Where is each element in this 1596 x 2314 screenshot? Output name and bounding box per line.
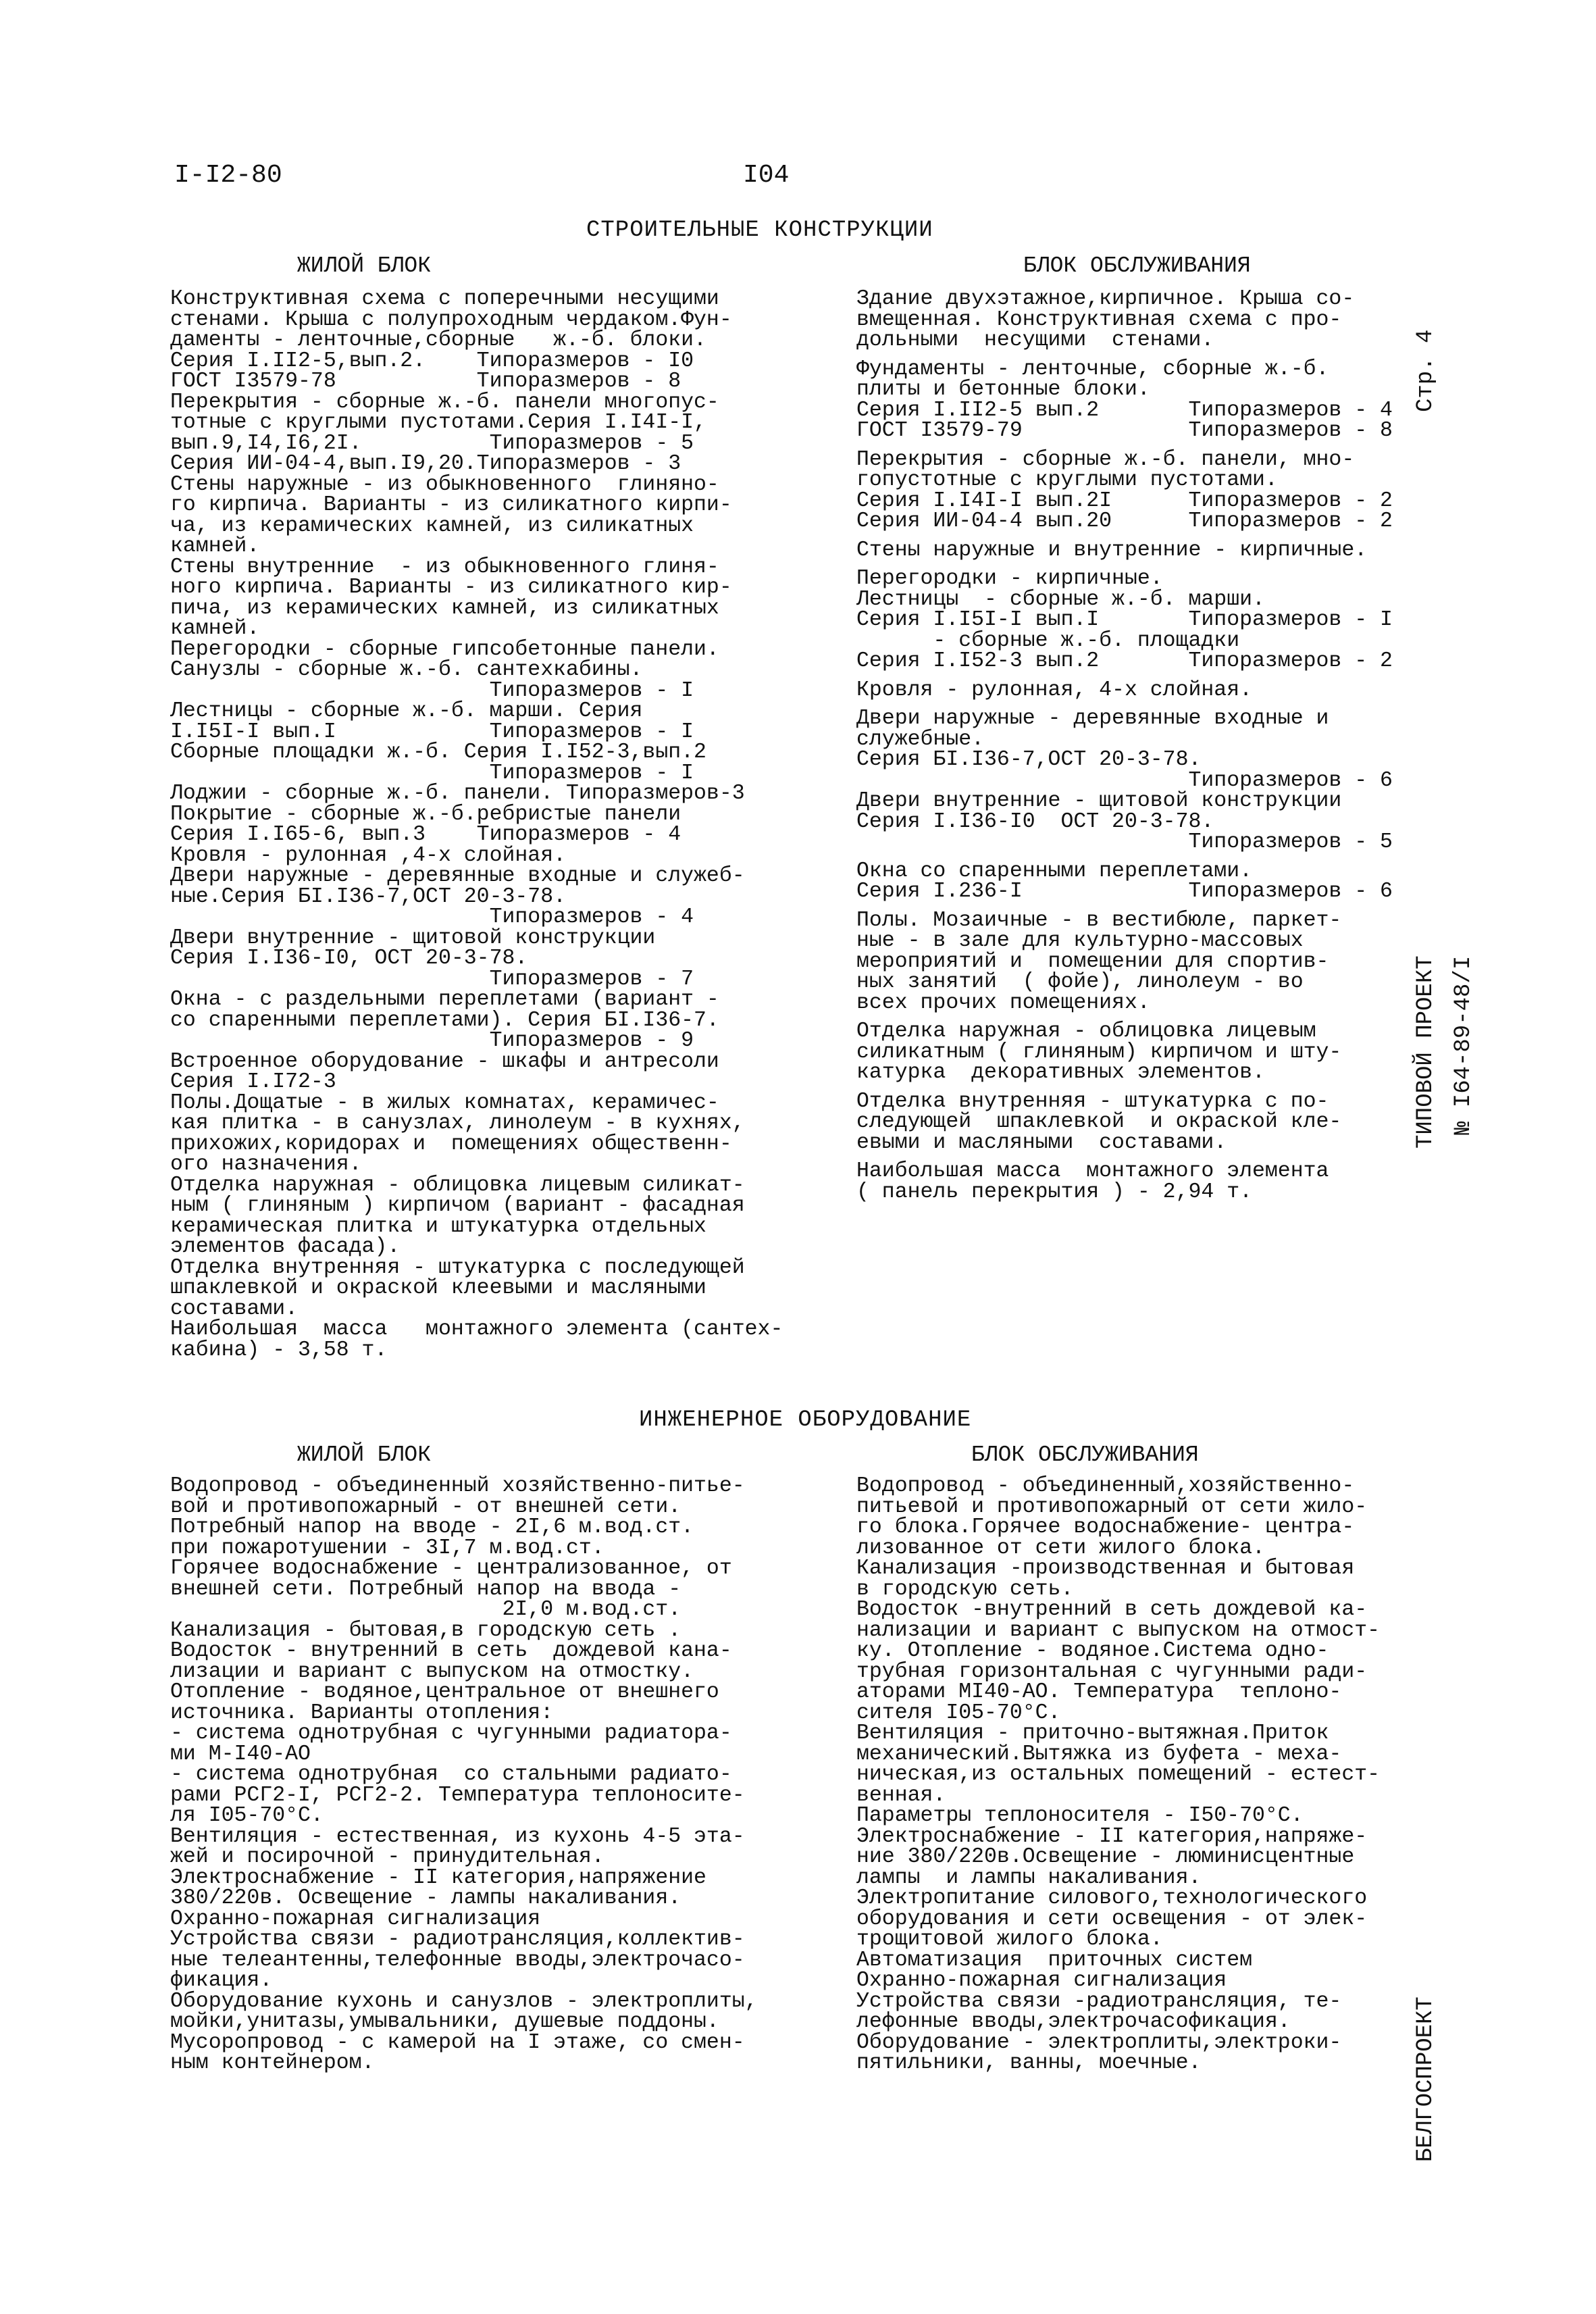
- text-line: Полы.Дощатые - в жилых комнатах, керамичес-: [170, 1090, 719, 1115]
- text-line: Отделка наружная - облицовка лицевым: [856, 1020, 1316, 1043]
- text-line: оборудования и сети освещения - от элек-: [856, 1907, 1368, 1931]
- text-line: Водопровод - объединенный хозяйственно-питье-: [170, 1474, 745, 1498]
- text-line: фикация.: [170, 1969, 273, 1992]
- text-line: ническая,из остальных помещений - естест-: [856, 1763, 1381, 1786]
- text-line: плиты и бетонные блоки.: [856, 378, 1150, 401]
- text-line: евыми и масляными составами.: [856, 1130, 1227, 1155]
- text-line: Перекрытия - сборные ж.-б. панели многопус-: [170, 390, 719, 414]
- text-line: Кровля - рулонная, 4-х слойная.: [856, 678, 1252, 702]
- text-line: Перегородки - сборные гипсобетонные панели.: [170, 637, 719, 661]
- text-line: Типоразмеров - 9: [170, 1029, 694, 1053]
- text-line: ные телеантенны,телефонные вводы,электрочасо-: [170, 1948, 745, 1972]
- text-line: лампы и лампы накаливания.: [856, 1865, 1202, 1890]
- text-line: Серия I.II2-5 вып.2 Типоразмеров - 4: [856, 398, 1393, 422]
- engineering-residential-title: ЖИЛОЙ БЛОК: [297, 1442, 432, 1467]
- text-line: Типоразмеров - 7: [170, 967, 694, 991]
- text-line: ных занятий ( фойе), линолеум - во: [856, 970, 1304, 994]
- text-line: лизованное от сети жилого блока.: [856, 1536, 1265, 1560]
- text-line: Серия I.II2-5,вып.2. Типоразмеров - I0: [170, 349, 694, 373]
- text-line: Водосток - внутренний в сеть дождевой кана-: [170, 1639, 732, 1663]
- text-line: лизации и вариант с выпуском на отмостку.: [170, 1659, 694, 1684]
- text-line: составами.: [170, 1297, 299, 1321]
- text-line: Горячее водоснабжение - централизованное, от: [170, 1557, 732, 1580]
- text-line: Отделка наружная - облицовка лицевым силикат-: [170, 1173, 745, 1197]
- text-line: Серия I.I4I-I вып.2I Типоразмеров - 2: [856, 488, 1393, 513]
- text-line: Электроснабжение - II категория,напряжение: [170, 1865, 706, 1890]
- text-line: мойки,унитазы,умывальники, душевые поддоны.: [170, 2010, 719, 2034]
- construction-residential-title: ЖИЛОЙ БЛОК: [297, 253, 432, 278]
- project-number-label: № I64-89-48/I: [1451, 955, 1476, 1135]
- text-line: со спаренными переплетами). Серия БI.I36-7.: [170, 1008, 719, 1032]
- text-line: Двери наружные - деревянные входные и: [856, 707, 1329, 730]
- text-line: - сборные ж.-б. площадки: [856, 628, 1240, 653]
- text-line: Автоматизация приточных систем: [856, 1948, 1252, 1972]
- document-number: I-I2-80: [174, 161, 282, 190]
- engineering-residential-column: [170, 1476, 758, 2074]
- text-line: вой и противопожарный - от внешней сети.: [170, 1494, 681, 1519]
- text-line: Серия I.I52-3 вып.2 Типоразмеров - 2: [856, 649, 1393, 673]
- text-line: Покрытие - сборные ж.-б.ребристые панели: [170, 802, 681, 826]
- text-line: трощитовой жилого блока.: [856, 1928, 1163, 1951]
- text-line: ние 380/220в.Освещение - люминисцентные: [856, 1845, 1355, 1869]
- text-line: ча, из керамических камней, из силикатных: [170, 513, 694, 538]
- text-line: Серия ИИ-04-4 вып.20 Типоразмеров - 2: [856, 509, 1393, 533]
- construction-service-column: [856, 289, 1393, 1203]
- text-line: лефонные вводы,электрочасофикация.: [856, 2010, 1291, 2034]
- text-line: Водопровод - объединенный,хозяйственно-: [856, 1474, 1355, 1498]
- text-line: дольными несущими стенами.: [856, 328, 1214, 352]
- text-line: Отопление - водяное,центральное от внешнего: [170, 1680, 719, 1704]
- project-title-label: ТИПОВОЙ ПРОЕКТ: [1413, 955, 1439, 1149]
- text-line: Водосток -внутренний в сеть дождевой ка-: [856, 1598, 1368, 1621]
- text-line: вып.9,I4,I6,2I. Типоразмеров - 5: [170, 431, 694, 455]
- text-line: Серия I.236-I Типоразмеров - 6: [856, 880, 1393, 903]
- text-line: Стены наружные - из обыкновенного глиняно-: [170, 472, 719, 497]
- text-line: в городскую сеть.: [856, 1577, 1074, 1601]
- text-line: Электропитание силового,технологического: [856, 1886, 1368, 1910]
- engineering-service-column: [856, 1476, 1380, 2074]
- text-line: аторами МI40-АО. Температура теплоно-: [856, 1680, 1342, 1704]
- text-line: Вентиляция - естественная, из кухонь 4-5 эта-: [170, 1824, 745, 1848]
- text-line: го блока.Горячее водоснабжение- центра-: [856, 1515, 1355, 1539]
- text-line: Серия I.I72-3: [170, 1070, 336, 1094]
- text-line: всех прочих помещениях.: [856, 990, 1150, 1015]
- text-line: механический.Вытяжка из буфета - меха-: [856, 1742, 1342, 1766]
- text-line: Серия БI.I36-7,ОСТ 20-3-78.: [856, 748, 1202, 772]
- text-line: Встроенное оборудование - шкафы и антресоли: [170, 1049, 719, 1074]
- text-line: ГОСТ I3579-78 Типоразмеров - 8: [170, 370, 681, 393]
- text-line: Стены внутренние - из обыкновенного глиня-: [170, 555, 719, 579]
- text-line: Перекрытия - сборные ж.-б. панели, мно-: [856, 447, 1355, 472]
- text-line: камней.: [170, 534, 260, 558]
- text-line: Мусоропровод - с камерой на I этаже, со смен-: [170, 2030, 745, 2055]
- text-line: Потребный напор на вводе - 2I,6 м.вод.ст.: [170, 1515, 694, 1539]
- text-line: Наибольшая масса монтажного элемента: [856, 1159, 1329, 1183]
- text-line: силикатным ( глиняным) кирпичом и шту-: [856, 1040, 1342, 1064]
- text-line: Окна со спаренными переплетами.: [856, 859, 1252, 883]
- text-line: вмещенная. Конструктивная схема с про-: [856, 307, 1342, 332]
- text-line: Устройства связи - радиотрансляция,коллектив-: [170, 1928, 745, 1951]
- engineering-service-title: БЛОК ОБСЛУЖИВАНИЯ: [971, 1442, 1199, 1467]
- text-line: тотные с круглыми пустотами.Серия I.I4I-I,: [170, 411, 706, 434]
- text-line: Вентиляция - приточно-вытяжная.Приток: [856, 1721, 1329, 1745]
- text-line: Здание двухэтажное,кирпичное. Крыша со-: [856, 287, 1355, 311]
- text-line: ого назначения.: [170, 1153, 362, 1176]
- engineering-section-title: ИНЖЕНЕРНОЕ ОБОРУДОВАНИЕ: [639, 1407, 972, 1433]
- text-line: шпаклевкой и окраской клеевыми и масляными: [170, 1276, 706, 1300]
- text-line: ные.Серия БI.I36-7,ОСТ 20-3-78.: [170, 884, 566, 909]
- text-line: - система однотрубная со стальными радиато-: [170, 1763, 732, 1786]
- text-line: I.I5I-I вып.I Типоразмеров - I: [170, 720, 694, 744]
- text-line: Серия ИИ-04-4,вып.I9,20.Типоразмеров - 3: [170, 452, 681, 476]
- text-line: Двери внутренние - щитовой конструкции: [856, 789, 1342, 813]
- text-line: Серия I.I65-6, вып.3 Типоразмеров - 4: [170, 823, 681, 847]
- text-line: венная.: [856, 1783, 946, 1807]
- text-line: ля I05-70°С.: [170, 1804, 324, 1828]
- text-line: прихожих,коридорах и помещениях общественн-: [170, 1132, 732, 1156]
- text-line: Кровля - рулонная ,4-х слойная.: [170, 843, 566, 867]
- text-line: Канализация -производственная и бытовая: [856, 1557, 1355, 1580]
- text-line: Серия I.I36-I0, ОСТ 20-3-78.: [170, 947, 528, 970]
- text-line: Окна - с раздельными переплетами (вариант -: [170, 988, 719, 1011]
- text-line: ГОСТ I3579-79 Типоразмеров - 8: [856, 419, 1393, 443]
- text-line: рами РСГ2-I, РСГ2-2. Температура теплоносите-: [170, 1783, 745, 1807]
- text-line: Перегородки - кирпичные.: [856, 567, 1163, 590]
- text-line: Двери внутренние - щитовой конструкции: [170, 926, 656, 950]
- text-line: Двери наружные - деревянные входные и служеб-: [170, 864, 745, 888]
- text-line: ку. Отопление - водяное.Система одно-: [856, 1639, 1329, 1663]
- text-line: пятильники, ванны, моечные.: [856, 2051, 1202, 2075]
- text-line: Типоразмеров - 6: [856, 768, 1393, 793]
- text-line: катурка декоративных элементов.: [856, 1061, 1265, 1084]
- text-line: питьевой и противопожарный от сети жило-: [856, 1494, 1368, 1519]
- text-line: - система однотрубная с чугунными радиатора-: [170, 1721, 732, 1745]
- construction-service-title: БЛОК ОБСЛУЖИВАНИЯ: [1023, 253, 1251, 278]
- text-line: внешней сети. Потребный напор на ввода -: [170, 1577, 681, 1601]
- text-line: ми М-I40-АО: [170, 1742, 311, 1766]
- text-line: кабина) - 3,58 т.: [170, 1338, 388, 1362]
- text-line: Конструктивная схема с поперечными несущими: [170, 287, 719, 311]
- text-line: при пожаротушении - 3I,7 м.вод.ст.: [170, 1536, 604, 1560]
- text-line: керамическая плитка и штукатурка отдельных: [170, 1214, 706, 1238]
- text-line: ным ( глиняным ) кирпичом (вариант - фасадная: [170, 1194, 745, 1217]
- text-line: трубная горизонтальная с чугунными ради-: [856, 1659, 1368, 1684]
- text-line: кая плитка - в санузлах, линолеум - в кухнях,: [170, 1111, 745, 1135]
- text-line: 380/220в. Освещение - лампы накаливания.: [170, 1886, 681, 1910]
- text-line: Сборные площадки ж.-б. Серия I.I52-3,вып.2: [170, 740, 706, 764]
- text-line: Канализация - бытовая,в городскую сеть .: [170, 1618, 681, 1642]
- text-line: Отделка внутренняя - штукатурка с последующей: [170, 1255, 745, 1280]
- text-line: служебные.: [856, 727, 985, 751]
- text-line: Типоразмеров - 5: [856, 830, 1393, 854]
- text-line: Типоразмеров - I: [170, 761, 694, 785]
- text-line: камней.: [170, 617, 260, 640]
- text-line: источника. Варианты отопления:: [170, 1701, 554, 1725]
- text-line: сителя I05-70°С.: [856, 1701, 1061, 1725]
- text-line: Отделка внутренняя - штукатурка с по-: [856, 1089, 1329, 1113]
- text-line: жей и посирочной - принудительная.: [170, 1845, 604, 1869]
- organization-label: БЕЛГОСПРОЕКТ: [1413, 1996, 1439, 2162]
- text-line: Параметры теплоносителя - I50-70°С.: [856, 1804, 1304, 1828]
- text-line: Охранно-пожарная сигнализация: [170, 1907, 541, 1931]
- text-line: следующей шпаклевкой и окраской кле-: [856, 1110, 1342, 1134]
- text-line: Серия I.I5I-I вып.I Типоразмеров - I: [856, 608, 1393, 632]
- text-line: пича, из керамических камней, из силикатных: [170, 596, 719, 620]
- text-line: Лоджии - сборные ж.-б. панели. Типоразмеров-3: [170, 782, 745, 805]
- text-line: мероприятий и помещении для спортив-: [856, 949, 1329, 974]
- text-line: Оборудование кухонь и санузлов - электроплиты,: [170, 1989, 758, 2013]
- text-line: Серия I.I36-I0 ОСТ 20-3-78.: [856, 809, 1214, 834]
- construction-section-title: СТРОИТЕЛЬНЫЕ КОНСТРУКЦИИ: [586, 218, 933, 243]
- text-line: 2I,0 м.вод.ст.: [170, 1598, 681, 1621]
- text-line: Охранно-пожарная сигнализация: [856, 1969, 1227, 1992]
- text-line: элементов фасада).: [170, 1235, 401, 1259]
- text-line: стенами. Крыша с полупроходным чердаком.Фун-: [170, 307, 732, 332]
- text-line: Устройства связи -радиотрансляция, те-: [856, 1989, 1342, 2013]
- text-line: Лестницы - сборные ж.-б. марши. Серия: [170, 699, 643, 723]
- text-line: гопустотные с круглыми пустотами.: [856, 468, 1278, 492]
- text-line: Оборудование - электроплиты,электроки-: [856, 2030, 1342, 2055]
- text-line: Стены наружные и внутренние - кирпичные.: [856, 538, 1368, 562]
- text-line: ( панель перекрытия ) - 2,94 т.: [856, 1180, 1252, 1204]
- text-line: Лестницы - сборные ж.-б. марши.: [856, 587, 1265, 611]
- page-ref-label: Стр. 4: [1413, 329, 1439, 412]
- text-line: ным контейнером.: [170, 2051, 375, 2075]
- text-line: Полы. Мозаичные - в вестибюле, паркет-: [856, 908, 1342, 932]
- text-line: Наибольшая масса монтажного элемента (сантех-: [170, 1317, 783, 1341]
- page-number: I04: [743, 161, 790, 190]
- text-line: го кирпича. Варианты - из силикатного кирпи-: [170, 493, 732, 517]
- construction-residential-column: [170, 289, 783, 1361]
- text-line: Санузлы - сборные ж.-б. сантехкабины.: [170, 658, 643, 682]
- text-line: даменты - ленточные,сборные ж.-б. блоки.: [170, 328, 706, 352]
- text-line: Типоразмеров - I: [170, 678, 694, 703]
- text-line: ного кирпича. Варианты - из силикатного кир-: [170, 576, 732, 599]
- text-line: Типоразмеров - 4: [170, 905, 694, 929]
- text-line: ные - в зале для культурно-массовых: [856, 929, 1304, 953]
- text-line: Фундаменты - ленточные, сборные ж.-б.: [856, 357, 1329, 381]
- text-line: нализации и вариант с выпуском на отмост-: [856, 1618, 1381, 1642]
- text-line: Электроснабжение - II категория,напряже-: [856, 1824, 1368, 1848]
